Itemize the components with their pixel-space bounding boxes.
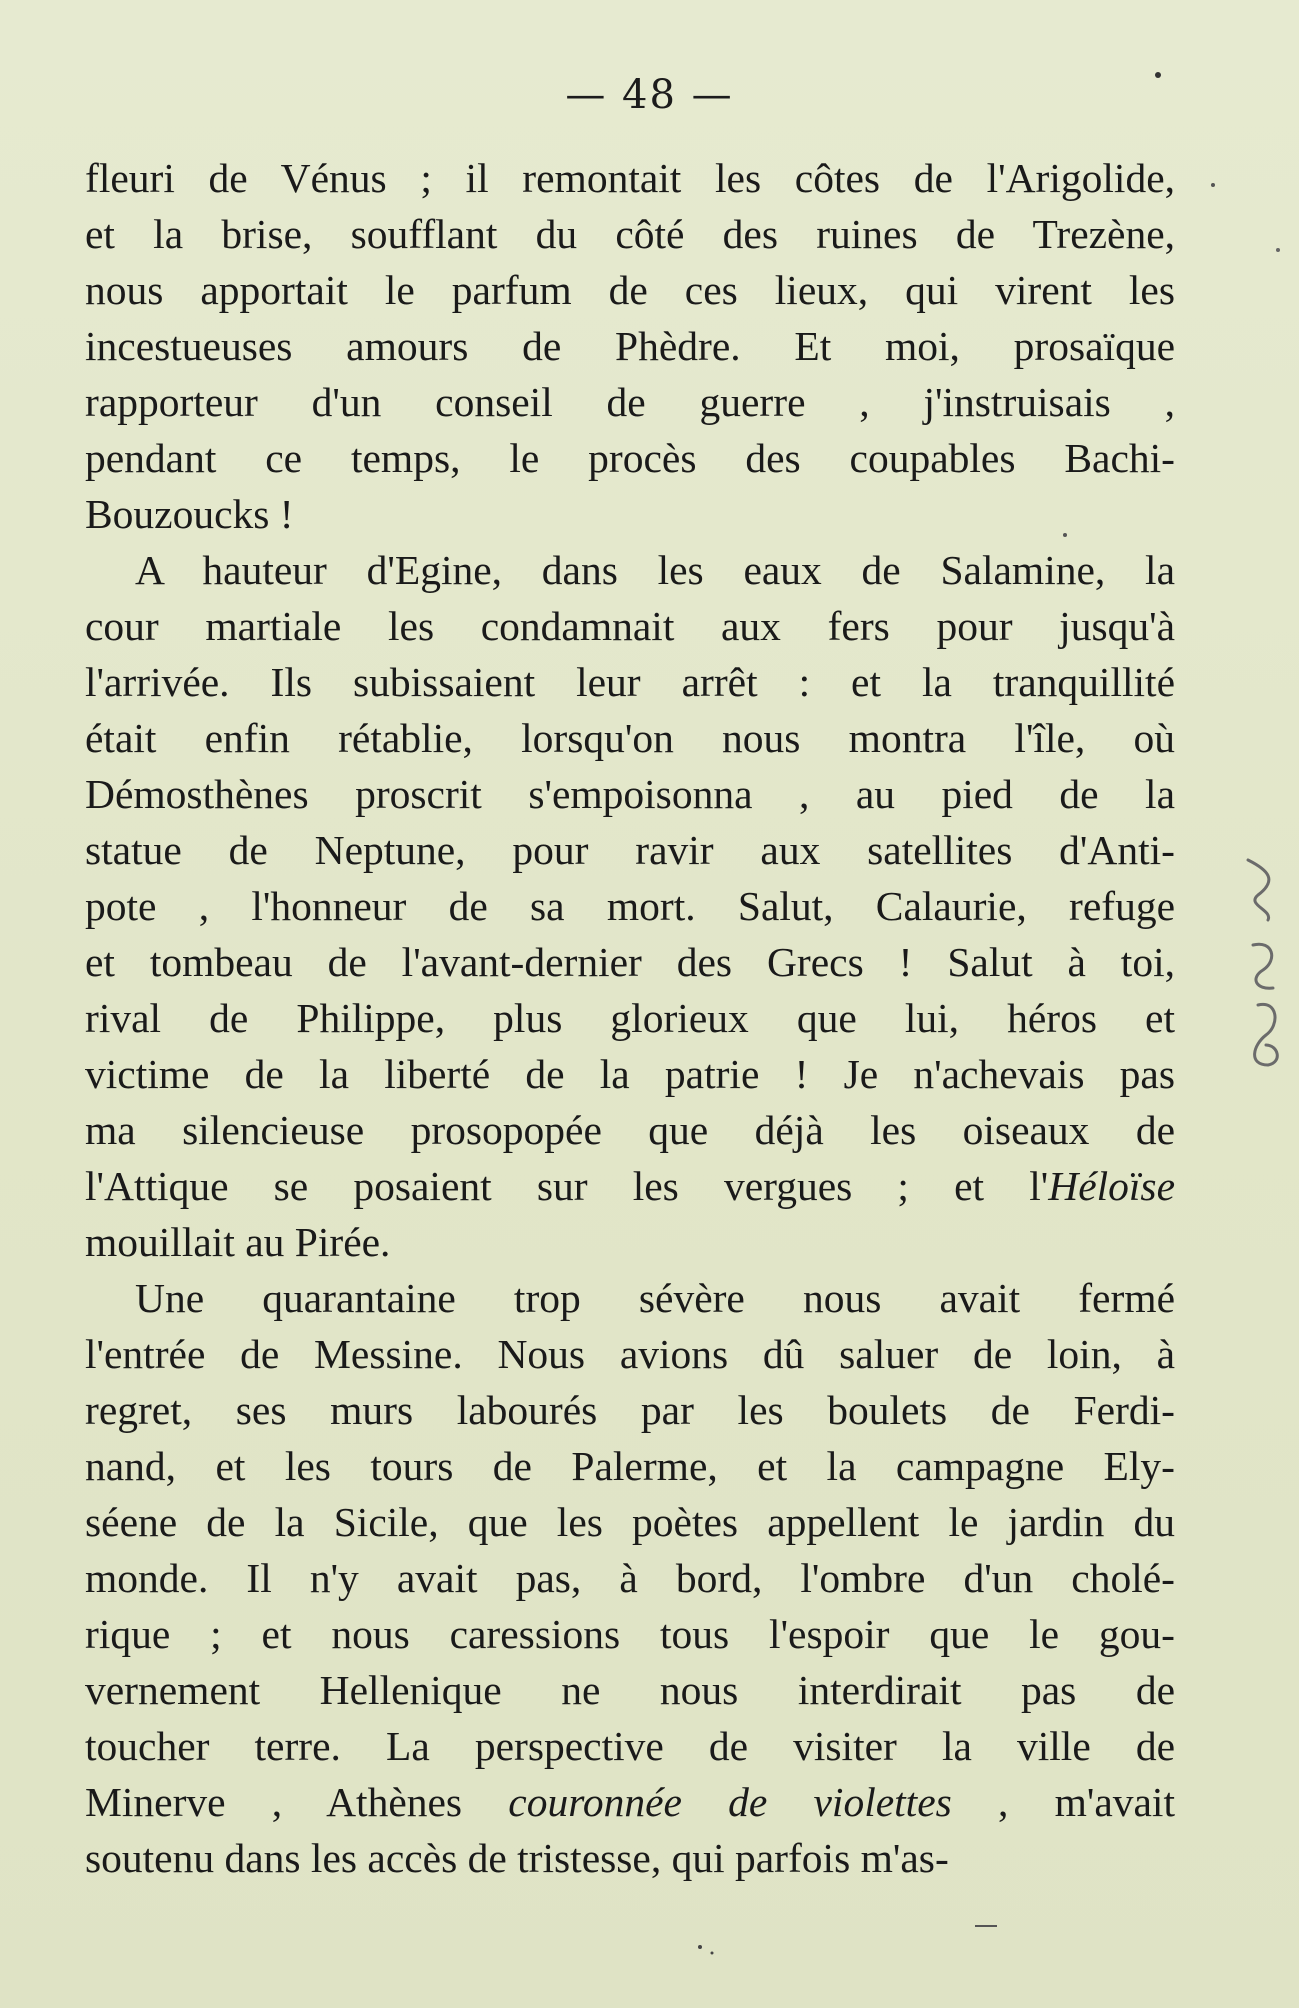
text-line: toucher terre. La perspective de visiter la ville de xyxy=(85,1723,1175,1769)
text-line: pendant ce temps, le procès des coupables Bachi- xyxy=(85,435,1175,481)
text-line: regret, ses murs labourés par les boulets de Ferdi- xyxy=(85,1387,1175,1433)
text-line: rapporteur d'un conseil de guerre , j'instruisais , xyxy=(85,379,1175,425)
text-line: mouillait au Pirée. xyxy=(85,1219,391,1265)
text-line: l'entrée de Messine. Nous avions dû saluer de loin, à xyxy=(85,1331,1175,1377)
text-line: rique ; et nous caressions tous l'espoir que le gou- xyxy=(85,1611,1175,1657)
text-line: A hauteur d'Egine, dans les eaux de Salamine, la xyxy=(135,547,1175,593)
text-line: séene de la Sicile, que les poètes appellent le jardin du xyxy=(85,1499,1175,1545)
text-line: nous apportait le parfum de ces lieux, qui virent les xyxy=(85,267,1175,313)
text-line: Démosthènes proscrit s'empoisonna , au pied de la xyxy=(85,771,1175,817)
paragraph xyxy=(85,150,1175,542)
text-line: monde. Il n'y avait pas, à bord, l'ombre d'un cholé- xyxy=(85,1555,1175,1601)
text-line: vernement Hellenique ne nous interdirait pas de xyxy=(85,1667,1175,1713)
paragraph xyxy=(85,1270,1175,1886)
text-line: ma silencieuse prosopopée que déjà les oiseaux de xyxy=(85,1107,1175,1153)
text-line: soutenu dans les accès de tristesse, qui parfois m'as- xyxy=(85,1835,949,1881)
text-line: pote , l'honneur de sa mort. Salut, Calaurie, refuge xyxy=(85,883,1175,929)
text-line: l'Attique se posaient sur les vergues ; et l'Héloïse xyxy=(85,1163,1175,1209)
body-text xyxy=(85,150,1175,1886)
page-number: — 48 — xyxy=(565,72,734,118)
text-line: et tombeau de l'avant-dernier des Grecs ! Salut à toi, xyxy=(85,939,1175,985)
text-line: incestueuses amours de Phèdre. Et moi, prosaïque xyxy=(85,323,1175,369)
text-line: Bouzoucks ! xyxy=(85,491,294,537)
text-line: statue de Neptune, pour ravir aux satellites d'Anti- xyxy=(85,827,1175,873)
text-line: était enfin rétablie, lorsqu'on nous montra l'île, où xyxy=(85,715,1175,761)
text-line: cour martiale les condamnait aux fers pour jusqu'à xyxy=(85,603,1175,649)
text-line: Minerve , Athènes couronnée de violettes , m'avait xyxy=(85,1779,1175,1825)
text-line: l'arrivée. Ils subissaient leur arrêt : et la tranquillité xyxy=(85,659,1175,705)
text-line: nand, et les tours de Palerme, et la campagne Ely- xyxy=(85,1443,1175,1489)
text-line: Une quarantaine trop sévère nous avait fermé xyxy=(135,1275,1175,1321)
paragraph xyxy=(85,542,1175,1270)
text-line: rival de Philippe, plus glorieux que lui, héros et xyxy=(85,995,1175,1041)
text-line: et la brise, soufflant du côté des ruines de Trezène, xyxy=(85,211,1175,257)
text-line: victime de la liberté de la patrie ! Je n'achevais pas xyxy=(85,1051,1175,1097)
margin-pencil-marks xyxy=(1228,850,1288,1080)
text-line: fleuri de Vénus ; il remontait les côtes de l'Arigolide, xyxy=(85,155,1175,201)
